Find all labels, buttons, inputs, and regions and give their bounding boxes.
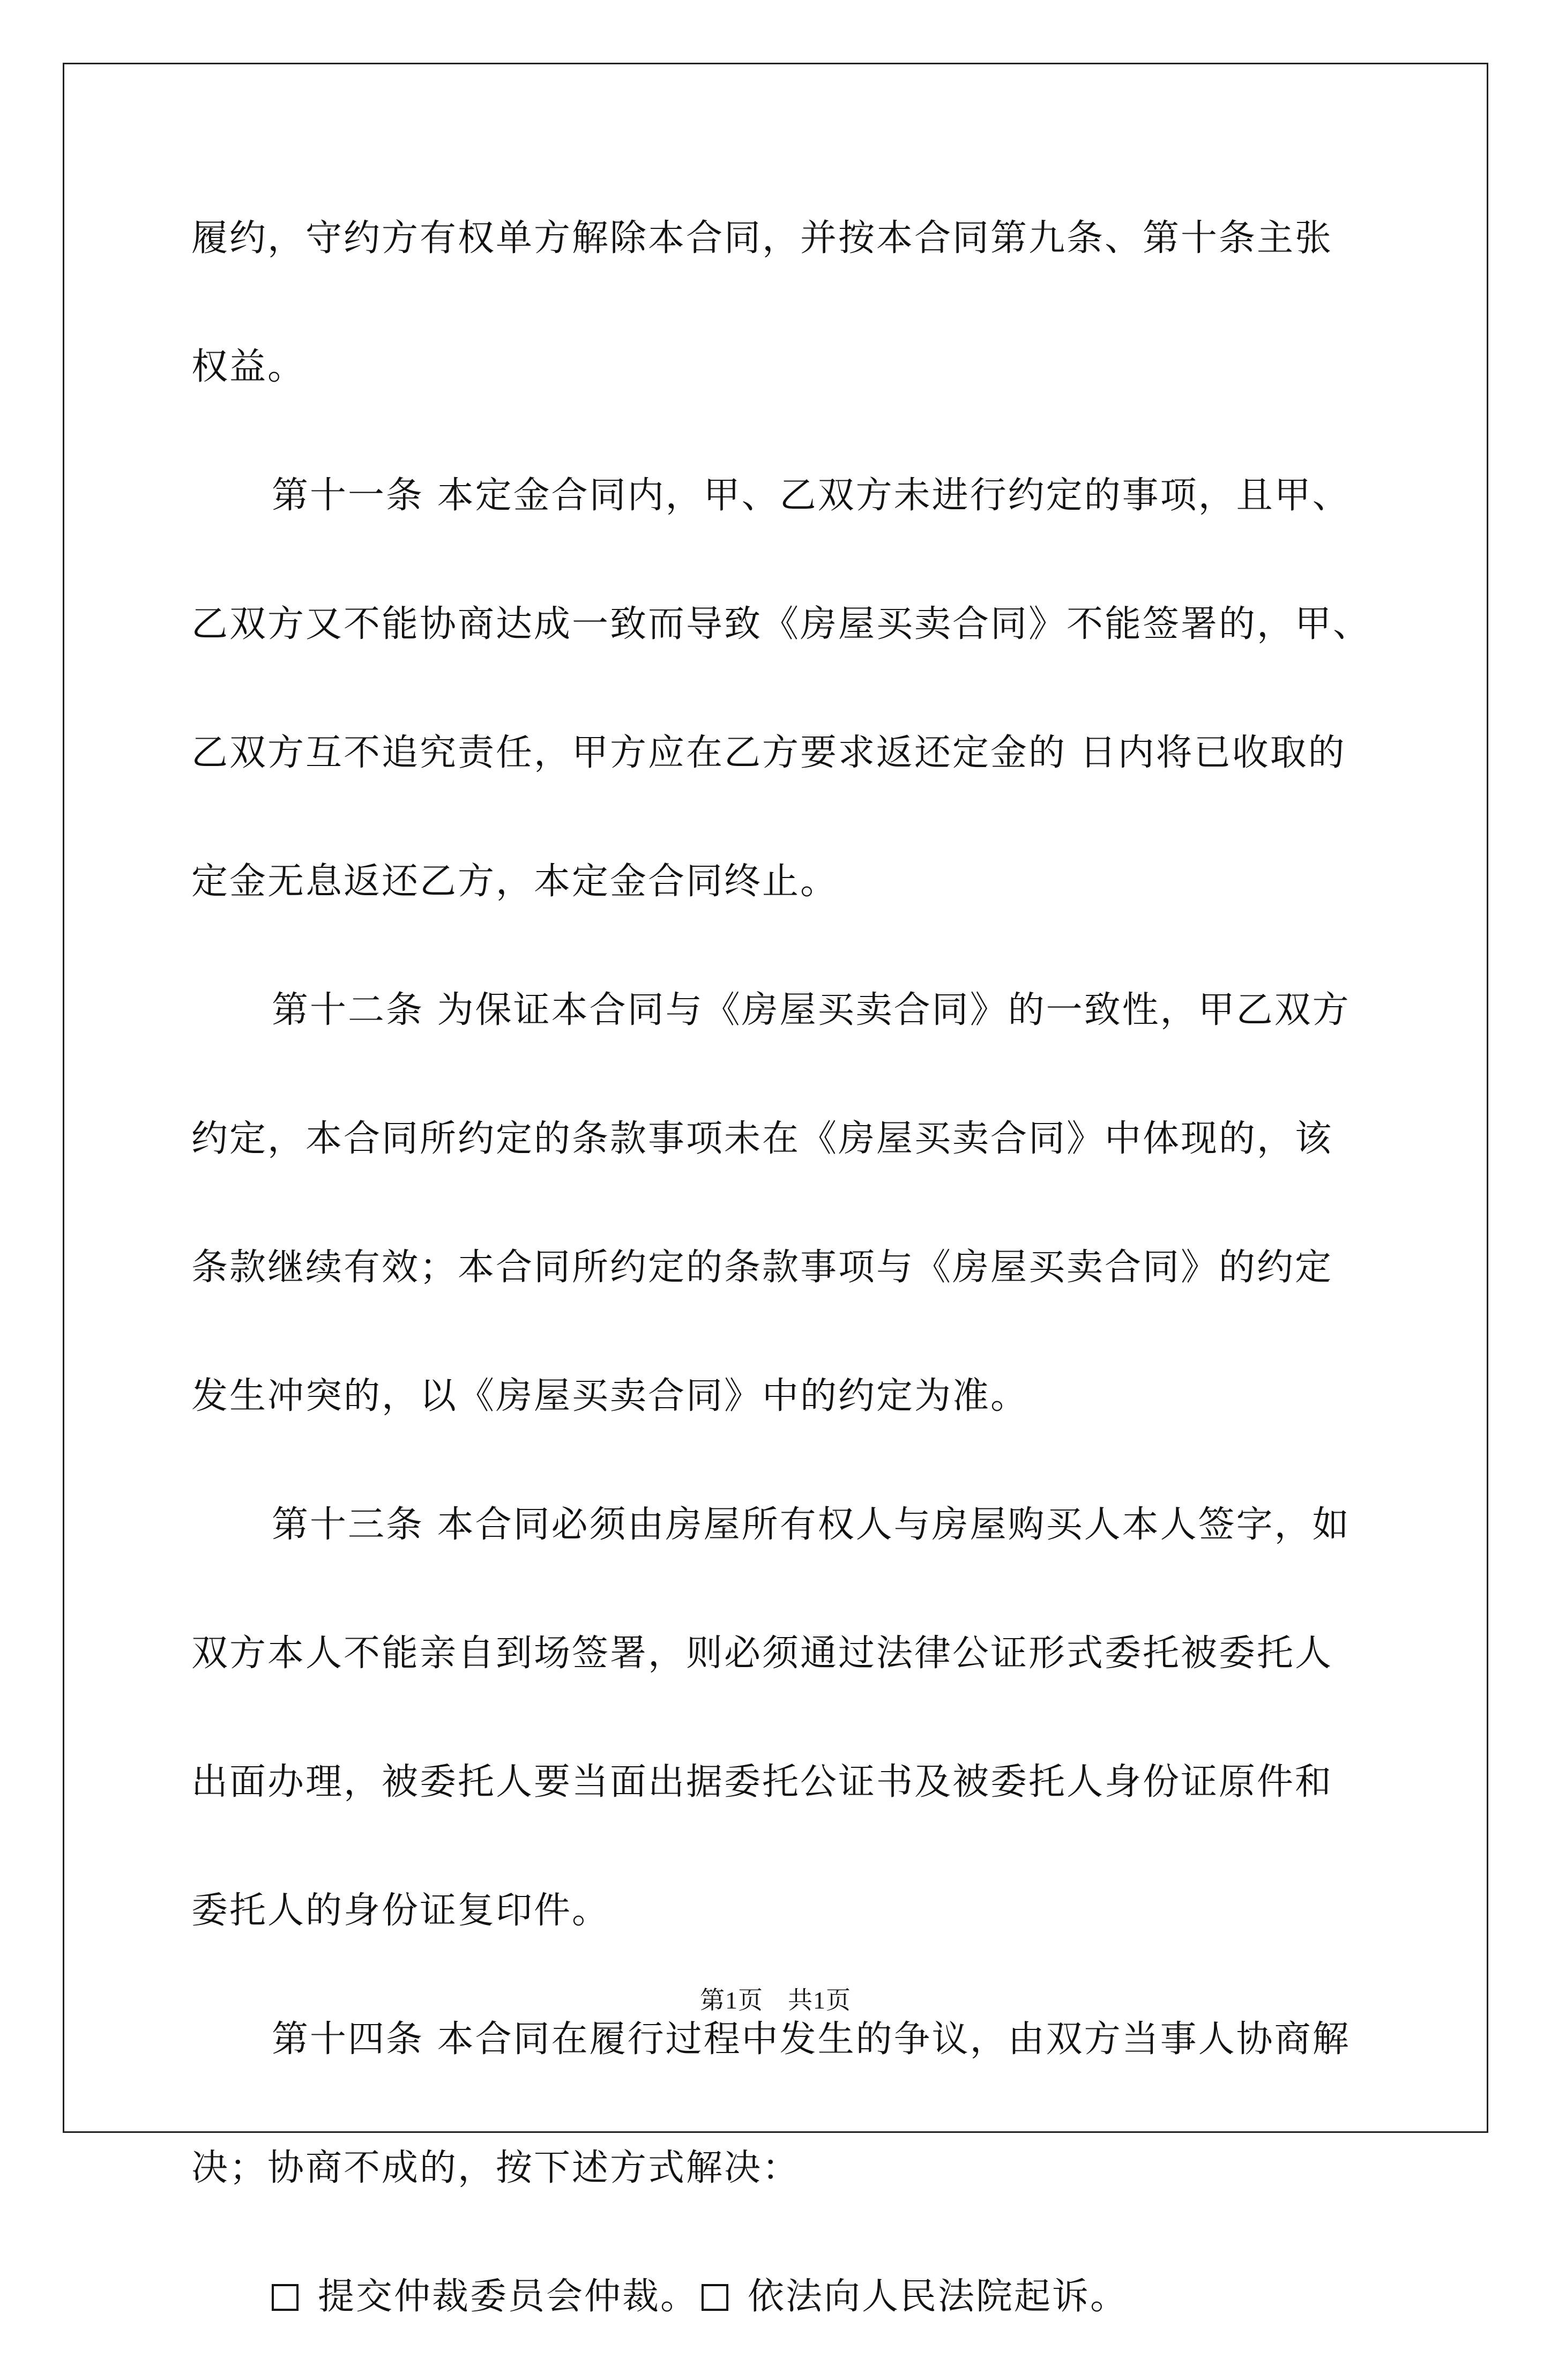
text-line: 条款继续有效；本合同所约定的条款事项与《房屋买卖合同》的约定 [191,1246,1333,1289]
text-line: 乙双方互不追究责任，甲方应在乙方要求返还定金的 日内将已收取的 [191,732,1346,774]
text-line: 发生冲突的，以《房屋买卖合同》中的约定为准。 [191,1375,1029,1417]
text-line: 决；协商不成的，按下述方式解决： [191,2147,801,2189]
article-11-start: 第十一条 本定金合同内，甲、乙双方未进行约定的事项，且甲、 [272,474,1351,517]
page-footer [0,1981,1551,2016]
document-body [191,193,1370,2380]
arbitration-checkbox[interactable] [272,2284,299,2311]
text-line: 双方本人不能亲自到场签署，则必须通过法律公证形式委托被委托人 [191,1632,1333,1675]
article-13-start: 第十三条 本合同必须由房屋所有权人与房屋购买人本人签字，如 [272,1504,1351,1546]
litigation-option-label: 依法向人民法院起诉。 [748,2275,1129,2318]
text-line: 履约，守约方有权单方解除本合同，并按本合同第九条、第十条主张 [191,217,1333,259]
article-14-start: 第十四条 本合同在履行过程中发生的争议，由双方当事人协商解 [272,2018,1351,2061]
text-line: 乙双方又不能协商达成一致而导致《房屋买卖合同》不能签署的，甲、 [191,603,1371,645]
text-line: 出面办理，被委托人要当面出据委托公证书及被委托人身份证原件和 [191,1761,1333,1803]
text-line: 权益。 [191,346,306,388]
text-line: 定金无息返还乙方，本定金合同终止。 [191,860,839,903]
litigation-checkbox[interactable] [702,2284,728,2311]
article-12-start: 第十二条 为保证本合同与《房屋买卖合同》的一致性，甲乙双方 [272,989,1351,1031]
page-number-total: 共1页 [788,1987,851,2014]
dispute-options [191,2251,1370,2380]
arbitration-option-label: 提交仲裁委员会仲裁。 [318,2275,699,2318]
text-line: 委托人的身份证复印件。 [191,1890,610,1932]
page-number-current: 第1页 [700,1987,763,2014]
text-line: 约定，本合同所约定的条款事项未在《房屋买卖合同》中体现的，该 [191,1118,1333,1160]
